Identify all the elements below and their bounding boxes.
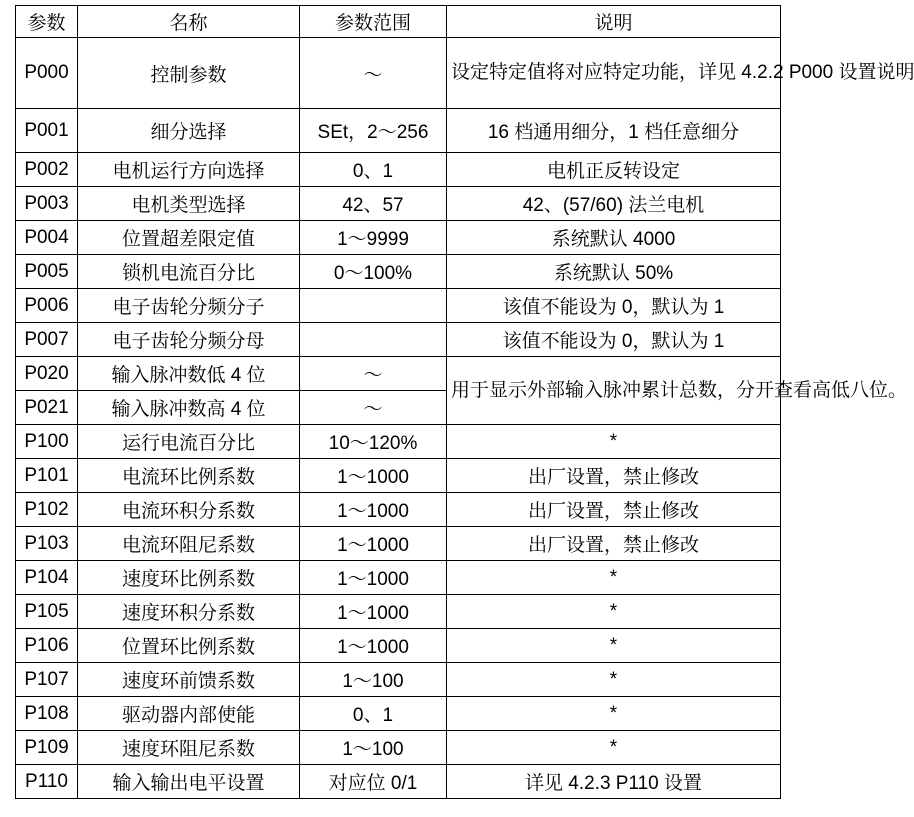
param-code: P107 [16, 663, 78, 697]
param-code: P021 [16, 391, 78, 425]
header-row [16, 6, 781, 38]
param-range: 0～100% [300, 255, 447, 289]
header-name: 名称 [78, 6, 300, 38]
param-range: 10～120% [300, 425, 447, 459]
param-name: 速度环积分系数 [78, 595, 300, 629]
table-row [16, 629, 781, 663]
param-range: ～ [300, 357, 447, 391]
table-row [16, 425, 781, 459]
param-description: * [447, 561, 781, 595]
param-code: P003 [16, 187, 78, 221]
param-code: P104 [16, 561, 78, 595]
param-description: 该值不能设为 0，默认为 1 [447, 289, 781, 323]
table-row [16, 255, 781, 289]
param-name: 速度环阻尼系数 [78, 731, 300, 765]
parameter-table [15, 5, 914, 799]
table-row [16, 731, 781, 765]
param-name: 驱动器内部使能 [78, 697, 300, 731]
param-code: P105 [16, 595, 78, 629]
table-row [16, 323, 781, 357]
table-row [16, 561, 781, 595]
table-row [16, 697, 781, 731]
table-row [16, 153, 781, 187]
param-name: 电机类型选择 [78, 187, 300, 221]
param-code: P110 [16, 765, 78, 799]
table-row [16, 527, 781, 561]
param-description: * [447, 697, 781, 731]
param-range: 1～100 [300, 663, 447, 697]
param-code: P005 [16, 255, 78, 289]
table-row [16, 595, 781, 629]
param-code: P002 [16, 153, 78, 187]
param-name: 电流环比例系数 [78, 459, 300, 493]
param-range [300, 289, 447, 323]
param-description: 详见 4.2.3 P110 设置 [447, 765, 781, 799]
table-row [16, 187, 781, 221]
param-description: * [447, 595, 781, 629]
param-description: 16 档通用细分，1 档任意细分 [447, 109, 781, 153]
param-range: 1～9999 [300, 221, 447, 255]
param-name: 细分选择 [78, 109, 300, 153]
param-name: 输入脉冲数低 4 位 [78, 357, 300, 391]
param-code: P020 [16, 357, 78, 391]
param-name: 控制参数 [78, 38, 300, 109]
param-description: 系统默认 4000 [447, 221, 781, 255]
param-name: 电流环阻尼系数 [78, 527, 300, 561]
table-row [16, 663, 781, 697]
param-description: 系统默认 50% [447, 255, 781, 289]
param-range: 1～1000 [300, 561, 447, 595]
param-name: 电机运行方向选择 [78, 153, 300, 187]
table-row [16, 221, 781, 255]
param-code: P103 [16, 527, 78, 561]
table-row [16, 357, 781, 391]
param-code: P001 [16, 109, 78, 153]
param-name: 运行电流百分比 [78, 425, 300, 459]
param-code: P004 [16, 221, 78, 255]
param-range: 1～1000 [300, 527, 447, 561]
param-range: 1～100 [300, 731, 447, 765]
param-description: * [447, 629, 781, 663]
param-code: P106 [16, 629, 78, 663]
param-range: 1～1000 [300, 595, 447, 629]
param-code: P101 [16, 459, 78, 493]
param-name: 输入脉冲数高 4 位 [78, 391, 300, 425]
param-name: 电子齿轮分频分子 [78, 289, 300, 323]
param-name: 速度环前馈系数 [78, 663, 300, 697]
param-code: P108 [16, 697, 78, 731]
param-description: * [447, 731, 781, 765]
table-row [16, 765, 781, 799]
table-row [16, 289, 781, 323]
param-code: P102 [16, 493, 78, 527]
param-description: * [447, 663, 781, 697]
table-row [16, 109, 781, 153]
param-range [300, 323, 447, 357]
param-description: 电机正反转设定 [447, 153, 781, 187]
param-code: P109 [16, 731, 78, 765]
param-description: 42、(57/60) 法兰电机 [447, 187, 781, 221]
param-range: 1～1000 [300, 493, 447, 527]
param-code: P007 [16, 323, 78, 357]
header-range: 参数范围 [300, 6, 447, 38]
header-description: 说明 [447, 6, 781, 38]
param-name: 位置环比例系数 [78, 629, 300, 663]
param-range: ～ [300, 391, 447, 425]
param-name: 速度环比例系数 [78, 561, 300, 595]
param-name: 电子齿轮分频分母 [78, 323, 300, 357]
param-range: 对应位 0/1 [300, 765, 447, 799]
header-param: 参数 [16, 6, 78, 38]
param-description: 用于显示外部输入脉冲累计总数，分开查看高低八位。 [447, 357, 781, 425]
param-description: 该值不能设为 0，默认为 1 [447, 323, 781, 357]
param-name: 电流环积分系数 [78, 493, 300, 527]
param-range: ～ [300, 38, 447, 109]
param-range: 0、1 [300, 697, 447, 731]
param-code: P100 [16, 425, 78, 459]
table-row [16, 493, 781, 527]
param-description: 出厂设置，禁止修改 [447, 527, 781, 561]
table-row [16, 38, 781, 109]
param-description: * [447, 425, 781, 459]
param-description: 设定特定值将对应特定功能，详见 4.2.2 P000 设置说明 [447, 38, 781, 109]
param-range: 1～1000 [300, 629, 447, 663]
param-description: 出厂设置，禁止修改 [447, 459, 781, 493]
param-range: SEt，2～256 [300, 109, 447, 153]
param-code: P000 [16, 38, 78, 109]
param-name: 输入输出电平设置 [78, 765, 300, 799]
param-name: 位置超差限定值 [78, 221, 300, 255]
param-range: 42、57 [300, 187, 447, 221]
param-name: 锁机电流百分比 [78, 255, 300, 289]
param-description: 出厂设置，禁止修改 [447, 493, 781, 527]
param-range: 0、1 [300, 153, 447, 187]
param-code: P006 [16, 289, 78, 323]
param-range: 1～1000 [300, 459, 447, 493]
table-row [16, 459, 781, 493]
